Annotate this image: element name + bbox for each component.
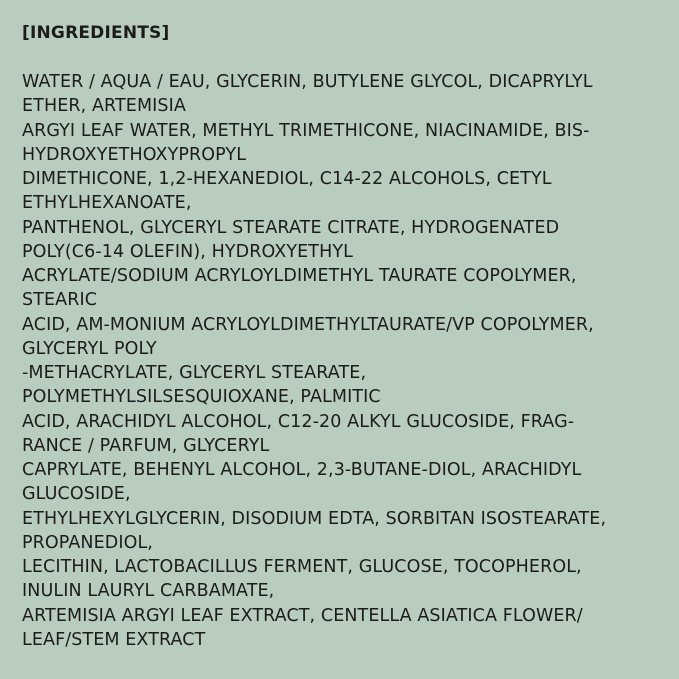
ingredients-line: ETHYLHEXANOATE, bbox=[22, 193, 192, 214]
ingredients-line: WATER / AQUA / EAU, GLYCERIN, BUTYLENE GLYCOL, DICAPRYLYL bbox=[22, 72, 593, 92]
ingredients-line: ARGYI LEAF WATER, METHYL TRIMETHICONE, NIACINAMIDE, BIS- bbox=[22, 120, 590, 141]
ingredients-line: PANTHENOL, GLYCERYL STEARATE CITRATE, HYDROGENATED bbox=[22, 217, 560, 238]
ingredients-line: STEARIC bbox=[22, 290, 98, 311]
ingredients-line: ETHER, ARTEMISIA bbox=[22, 96, 186, 117]
ingredients-line: GLUCOSIDE, bbox=[22, 484, 131, 505]
ingredients-heading: [INGREDIENTS] bbox=[22, 23, 170, 43]
ingredients-line: ARTEMISIA ARGYI LEAF EXTRACT, CENTELLA ASIATICA FLOWER/ bbox=[22, 605, 583, 626]
ingredients-line: LEAF/STEM EXTRACT bbox=[22, 629, 206, 650]
ingredients-line: RANCE / PARFUM, GLYCERYL bbox=[22, 435, 270, 456]
ingredients-line: POLYMETHYLSILSESQUIOXANE, PALMITIC bbox=[22, 387, 381, 408]
ingredients-line: ACRYLATE/SODIUM ACRYLOYLDIMETHYL TAURATE COPOLYMER, bbox=[22, 266, 577, 286]
ingredients-line: INULIN LAURYL CARBAMATE, bbox=[22, 581, 275, 602]
ingredients-list bbox=[22, 70, 662, 652]
ingredients-line: ACID, AM-MONIUM ACRYLOYLDIMETHYLTAURATE/VP COPOLYMER, bbox=[22, 314, 594, 335]
ingredients-line: ETHYLHEXYLGLYCERIN, DISODIUM EDTA, SORBITAN ISOSTEARATE, bbox=[22, 508, 607, 529]
ingredients-line: PROPANEDIOL, bbox=[22, 532, 153, 553]
ingredients-line: DIMETHICONE, 1,2-HEXANEDIOL, C14-22 ALCOHOLS, CETYL bbox=[22, 169, 552, 189]
ingredients-line: HYDROXYETHOXYPROPYL bbox=[22, 144, 247, 165]
ingredients-line: -METHACRYLATE, GLYCERYL STEARATE, bbox=[22, 363, 367, 383]
ingredients-line: ACID, ARACHIDYL ALCOHOL, C12-20 ALKYL GLUCOSIDE, FRAG- bbox=[22, 411, 575, 432]
ingredients-line: GLYCERYL POLY bbox=[22, 338, 157, 359]
ingredients-line: LECITHIN, LACTOBACILLUS FERMENT, GLUCOSE, TOCOPHEROL, bbox=[22, 557, 582, 577]
ingredients-line: CAPRYLATE, BEHENYL ALCOHOL, 2,3-BUTANE-DIOL, ARACHIDYL bbox=[22, 460, 582, 480]
ingredients-line: POLY(C6-14 OLEFIN), HYDROXYETHYL bbox=[22, 241, 353, 262]
